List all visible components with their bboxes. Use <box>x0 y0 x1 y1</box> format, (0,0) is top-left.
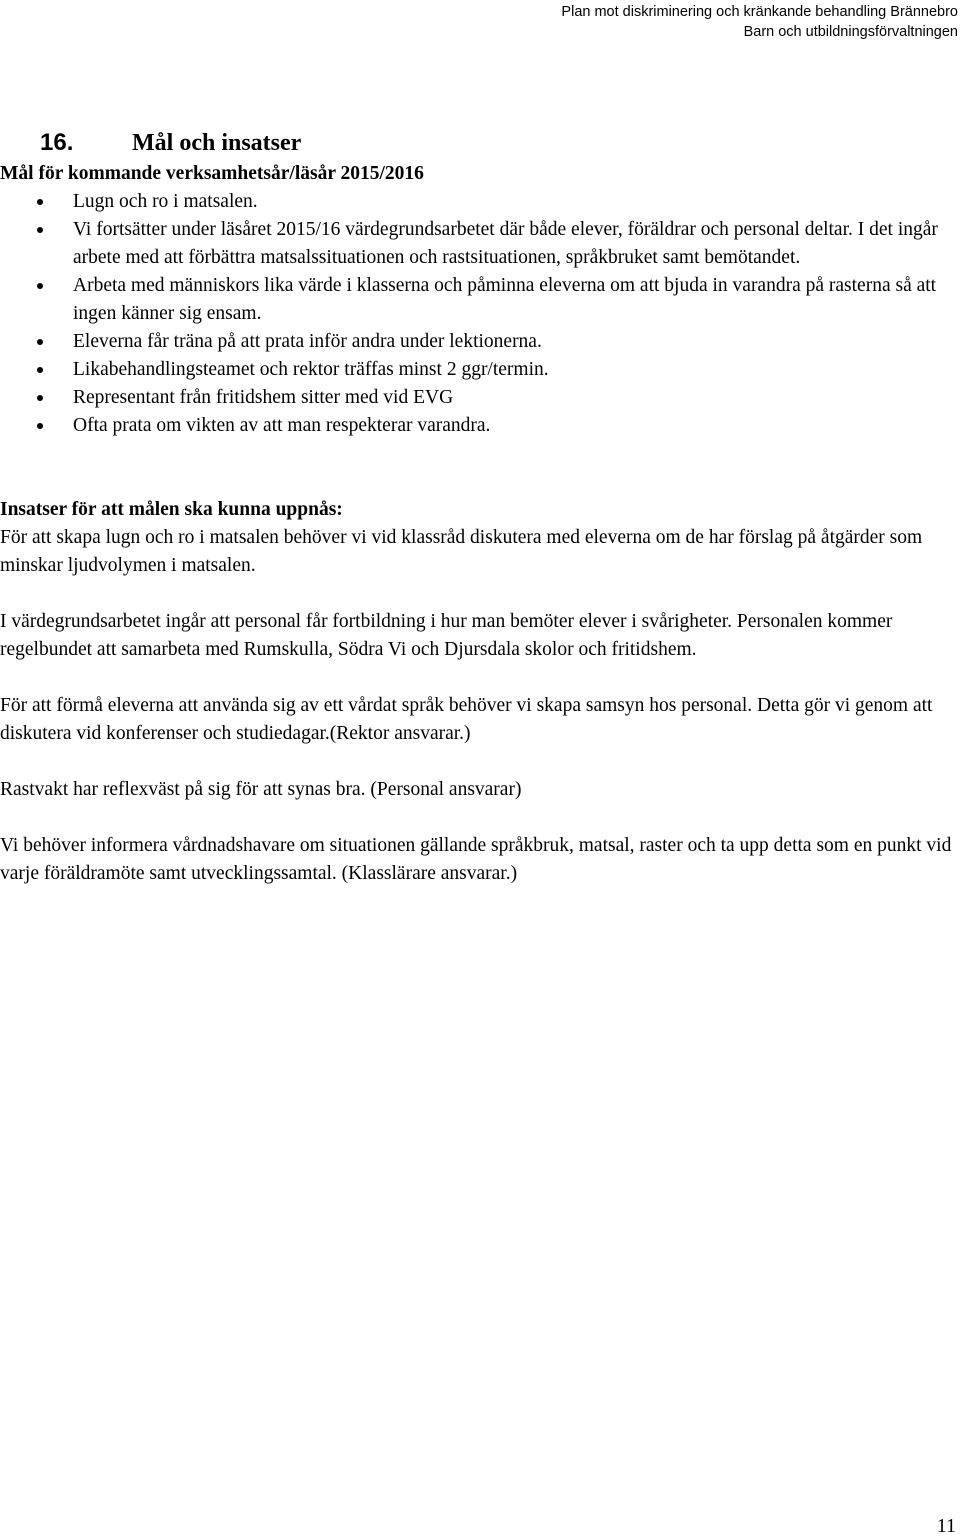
goal-item <box>0 272 960 328</box>
goal-item <box>0 384 960 412</box>
page-number: 11 <box>936 1515 956 1537</box>
section-number: 16. <box>40 129 74 156</box>
goal-item <box>0 328 960 356</box>
goal-text: Eleverna får träna på att prata inför andra under lektionerna. <box>73 331 542 352</box>
goal-item <box>0 216 960 272</box>
bullet-icon <box>37 367 43 373</box>
bullet-icon <box>37 227 43 233</box>
actions-paragraph: I värdegrundsarbetet ingår att personal får fortbildning i hur man bemöter elever i svårigheter. Personalen kommer regelbundet att samarbeta med Rumskulla, Södra Vi och Djursdala skolor och fritidshem. <box>0 611 893 660</box>
bullet-icon <box>37 339 43 345</box>
goal-text: Arbeta med människors lika värde i klasserna och påminna eleverna om att bjuda in varandra på rasterna så att ingen känner sig ensam. <box>73 275 937 324</box>
page-header <box>561 2 958 42</box>
goals-list <box>0 188 960 440</box>
actions-paragraph: För att skapa lugn och ro i matsalen behöver vi vid klassråd diskutera med eleverna om de har förslag på åtgärder som minskar ljudvolymen i matsalen. <box>0 527 923 576</box>
actions-paragraph: Vi behöver informera vårdnadshavare om situationen gällande språkbruk, matsal, raster och ta upp detta som en punkt vid varje föräldramöte samt utvecklingssamtal. (Klasslärare ansvarar.) <box>0 835 952 884</box>
goal-item <box>0 356 960 384</box>
bullet-icon <box>37 199 43 205</box>
goal-text: Likabehandlingsteamet och rektor träffas minst 2 ggr/termin. <box>73 359 549 380</box>
page-content <box>0 126 960 888</box>
goals-title: Mål för kommande verksamhetsår/läsår 2015/2016 <box>0 163 424 184</box>
goal-text: Lugn och ro i matsalen. <box>73 191 258 212</box>
section-title: Mål och insatser <box>132 130 302 156</box>
bullet-icon <box>37 395 43 401</box>
goal-text: Ofta prata om vikten av att man respekterar varandra. <box>73 415 491 436</box>
header-document-title: Plan mot diskriminering och kränkande behandling Brännebro <box>561 4 958 20</box>
actions-paragraph: Rastvakt har reflexväst på sig för att synas bra. (Personal ansvarar) <box>0 779 522 800</box>
section-heading <box>40 126 960 160</box>
goal-item <box>0 412 960 440</box>
bullet-icon <box>37 283 43 289</box>
header-department: Barn och utbildningsförvaltningen <box>743 24 958 40</box>
actions-title: Insatser för att målen ska kunna uppnås: <box>0 499 343 520</box>
bullet-icon <box>37 423 43 429</box>
goal-item <box>0 188 960 216</box>
goal-text: Representant från fritidshem sitter med vid EVG <box>73 387 454 408</box>
goal-text: Vi fortsätter under läsåret 2015/16 värdegrundsarbetet där både elever, föräldrar och personal deltar. I det ingår arbete med att förbättra matsalssituationen och rastsituationen, språkbruket samt bemötandet. <box>73 219 938 268</box>
actions-paragraph: För att förmå eleverna att använda sig av ett vårdat språk behöver vi skapa samsyn hos personal. Detta gör vi genom att diskutera vid konferenser och studiedagar.(Rektor ansvarar.) <box>0 695 933 744</box>
